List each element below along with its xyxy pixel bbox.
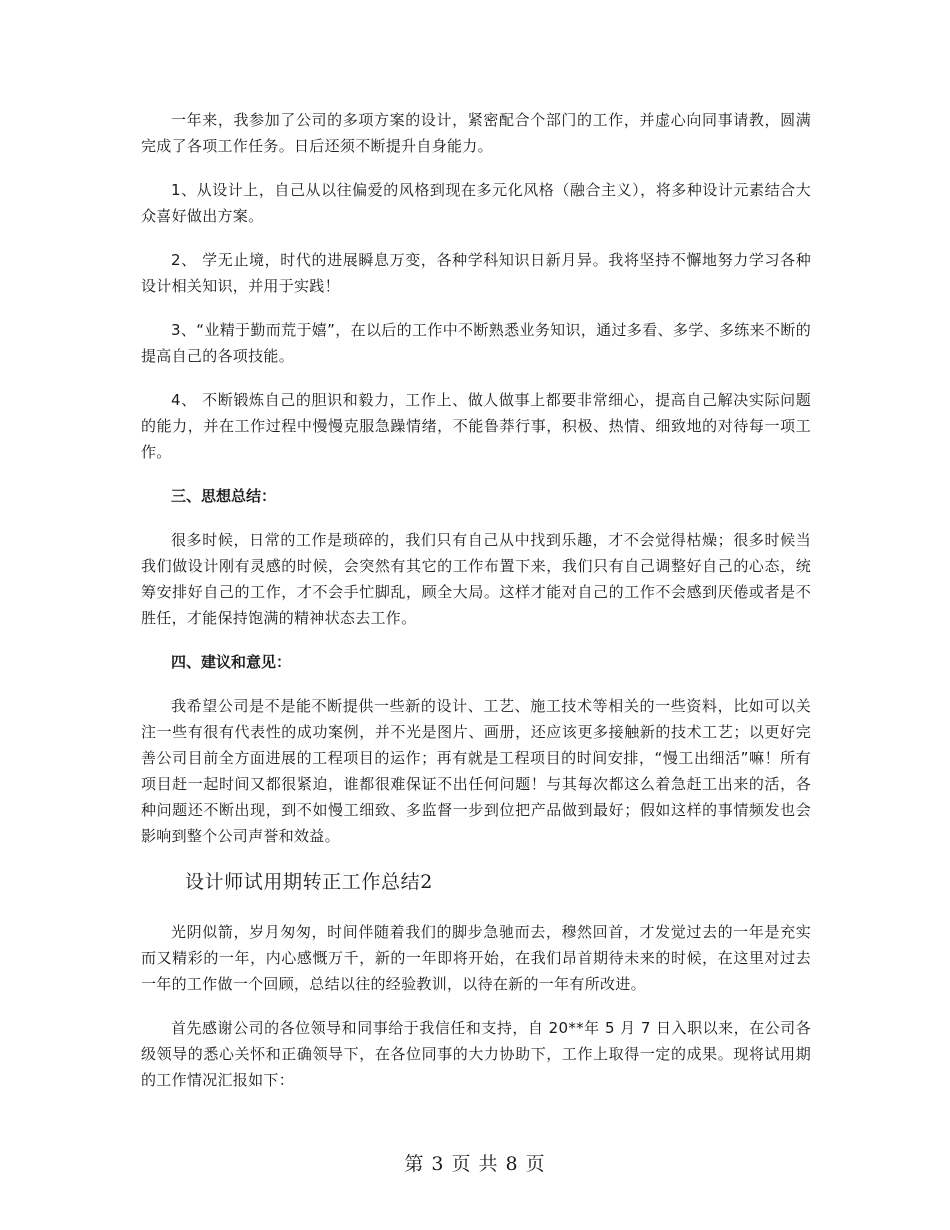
paragraph: 很多时候，日常的工作是琐碎的，我们只有自己从中找到乐趣，才不会觉得枯燥；很多时候当我们做设计刚有灵感的时候，会突然有其它的工作布置下来，我们只有自己调整好自己的心态，统筹安排好自己的工作，才不会手忙脚乱，顾全大局。这样才能对自己的工作不会感到厌倦或者是不胜任，才能保持饱满的精神状态去工作。 xyxy=(141,531,811,627)
document-section-title: 设计师试用期转正工作总结2 xyxy=(185,871,433,893)
paragraph: 我希望公司是不是能不断提供一些新的设计、工艺、施工技术等相关的一些资料，比如可以关注一些有很有代表性的成功案例，并不光是图片、画册，还应该更多接触新的技术工艺；以更好完善公司目前全方面进展的工程项目的运作；再有就是工程项目的时间安排，“慢工出细活”嘛！所有项目赶一起时间又都很紧迫，谁都很难保证不出任何问题！与其每次都这么着急赶工出来的活，各种问题还不断出现，到不如慢工细致、多监督一步到位把产品做到最好；假如这样的事情频发也会影响到整个公司声誉和效益。 xyxy=(141,697,811,845)
section-heading-thoughts: 三、思想总结： xyxy=(171,487,277,505)
paragraph: 首先感谢公司的各位领导和同事给于我信任和支持，自 20**年 5 月 7 日入职以来，在公司各级领导的悉心关怀和正确领导下，在各位同事的大力协助下，工作上取得一定的成果。现将试用期的工作情况汇报如下： xyxy=(141,1019,811,1089)
page-number-footer: 第 3 页 共 8 页 xyxy=(404,1153,546,1175)
paragraph: 一年来，我参加了公司的多项方案的设计，紧密配合个部门的工作，并虚心向同事请教，圆满完成了各项工作任务。日后还须不断提升自身能力。 xyxy=(141,111,811,155)
paragraph: 2、 学无止境，时代的进展瞬息万变，各种学科知识日新月异。我将坚持不懈地努力学习各种设计相关知识，并用于实践！ xyxy=(141,251,811,295)
paragraph: 光阴似箭，岁月匆匆，时间伴随着我们的脚步急驰而去，穆然回首，才发觉过去的一年是充实而又精彩的一年，内心感慨万千，新的一年即将开始，在我们昂首期待未来的时候，在这里对过去一年的工作做一个回顾，总结以往的经验教训，以待在新的一年有所改进。 xyxy=(141,923,811,993)
section-heading-suggestions: 四、建议和意见： xyxy=(171,653,292,671)
document-body xyxy=(141,107,811,1111)
paragraph: 4、 不断锻炼自己的胆识和毅力，工作上、做人做事上都要非常细心，提高自己解决实际问题的能力，并在工作过程中慢慢克服急躁情绪，不能鲁莽行事，积极、热情、细致地的对待每一项工作。 xyxy=(141,391,811,461)
paragraph: 3、“业精于勤而荒于嬉”，在以后的工作中不断熟悉业务知识，通过多看、多学、多练来不断的提高自己的各项技能。 xyxy=(141,321,811,365)
paragraph: 1、从设计上，自己从以往偏爱的风格到现在多元化风格（融合主义），将多种设计元素结合大众喜好做出方案。 xyxy=(141,181,811,225)
